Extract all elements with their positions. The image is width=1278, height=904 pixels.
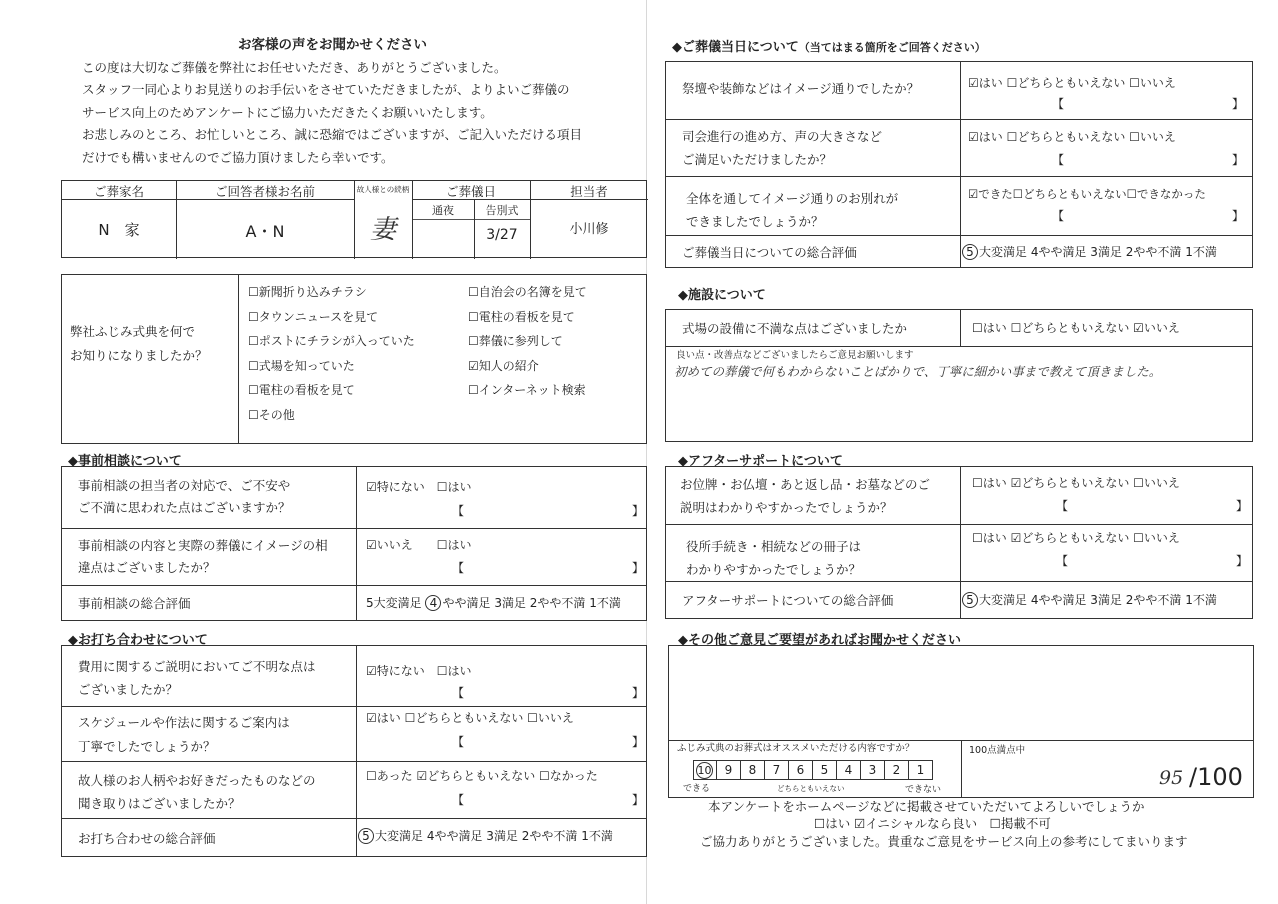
publish-answer[interactable]: ☐はい ☑イニシャルなら良い ☐掲載不可 [814, 816, 1051, 831]
meeting-answer-1[interactable]: ☑特にない ☐はい [366, 664, 472, 678]
consult-heading: ◆事前相談について [68, 454, 182, 469]
funeral-date: 3/27 [486, 227, 518, 243]
meeting-answer-3[interactable]: ☐あった ☑どちらともいえない ☐なかった [366, 769, 598, 783]
day-table: 祭壇や装飾などはイメージ通りでしたか？ ☑はい ☐どちらともいえない ☐いいえ 【 】 司会進行の進め方、声の大きさなど ご満足いただけましたか？ ☑はい ☐どちらともいえない ☐いいえ 【 】 全体を通してイメージ通りのお別れが できましたでしょうか？ ☑できた☐どちらともいえない☐できなかった 【 】 ご葬儀当日についての総合評価 5 大変満足 4やや満足 3満足 2やや不満 1不満 [665, 61, 1253, 268]
day-rating[interactable]: 5 大変満足 4やや満足 3満足 2やや不満 1不満 [962, 243, 1217, 260]
header-respondent: ご回答者様お名前 [214, 184, 315, 199]
other-box: ふじみ式典のお葬式はオススメいただける内容ですか？ 10 9 8 7 6 5 4 3 2 1 できる どちらともいえない できない 100点満点中 95 /100 [668, 645, 1254, 798]
facility-table: 式場の設備に不満な点はございましたか ☐はい ☐どちらともいえない ☑いいえ 良い点・改善点などございましたらご意見お願いします 初めての葬儀で何もわからないことばかりで、丁寧に細かい事まで教えて頂きました。 [665, 309, 1253, 442]
after-answer-1[interactable]: ☐はい ☑どちらともいえない ☐いいえ [972, 476, 1180, 490]
meeting-heading: ◆お打ち合わせについて [68, 633, 208, 648]
header-wake: 通夜 [432, 204, 454, 217]
after-answer-2[interactable]: ☐はい ☑どちらともいえない ☐いいえ [972, 531, 1180, 545]
source-options-col1[interactable]: ☐新聞折り込みチラシ ☐タウンニュースを見て ☐ポストにチラシが入っていた ☐式場を知っていた ☐電柱の看板を見て ☐その他 [248, 285, 415, 422]
header-ceremony: 告別式 [485, 204, 519, 217]
facility-heading: ◆施設について [678, 288, 766, 303]
after-rating[interactable]: 5 大変満足 4やや満足 3満足 2やや不満 1不満 [962, 591, 1217, 608]
family-name: N 家 [98, 221, 140, 239]
header-relation: 故人様との続柄 [356, 185, 410, 194]
day-answer-2[interactable]: ☑はい ☐どちらともいえない ☐いいえ [968, 130, 1176, 144]
day-answer-1[interactable]: ☑はい ☐どちらともいえない ☐いいえ [968, 76, 1176, 90]
recommend-scale[interactable]: 10 9 8 7 6 5 4 3 2 1 [693, 760, 933, 780]
after-table: お位牌・お仏壇・あと返し品・お墓などのご 説明はわかりやすかったでしょうか？ ☐はい ☑どちらともいえない ☐いいえ 【 】 役所手続き・相続などの冊子は わかりやすかったでしょうか？ ☐はい ☑どちらともいえない ☐いいえ 【 】 アフターサポートについての総合評価 5 大変満足 4やや満足 3満足 2やや不満 1不満 [665, 466, 1253, 619]
consult-answer-2[interactable]: ☑いいえ ☐はい [366, 538, 472, 552]
header-date: ご葬儀日 [445, 184, 496, 199]
relation-value: 妻 [369, 215, 396, 245]
score-value: 95 [1159, 767, 1184, 789]
survey-title: お客様の声をお聞かせください [238, 37, 427, 53]
respondent-name: A・N [245, 222, 285, 241]
day-answer-3[interactable]: ☑できた☐どちらともいえない☐できなかった [968, 187, 1206, 201]
day-heading: ◆ご葬儀当日について（当てはまる箇所をご回答ください） [672, 40, 986, 55]
source-options-col2[interactable]: ☐自治会の名簿を見て ☐電柱の看板を見て ☐葬儀に参列して ☑知人の紹介 ☐インターネット検索 [468, 285, 587, 397]
consult-answer-1[interactable]: ☑特にない ☐はい [366, 480, 472, 494]
source-question-box: 弊社ふじみ式典を何で お知りになりましたか？ ☐新聞折り込みチラシ ☐タウンニュースを見て ☐ポストにチラシが入っていた ☐式場を知っていた ☐電柱の看板を見て ☐その他 ☐自治会の名簿を見て ☐電柱の看板を見て ☐葬儀に参列して ☑知人の紹介 ☐インターネット検索 [61, 274, 647, 444]
header-staff: 担当者 [570, 184, 608, 199]
staff-name: 小川修 [569, 222, 609, 237]
header-family: ご葬家名 [93, 184, 144, 199]
after-heading: ◆アフターサポートについて [678, 454, 843, 469]
facility-comment: 初めての葬儀で何もわからないことばかりで、丁寧に細かい事まで教えて頂きました。 [674, 364, 1162, 379]
score-total: /100 [1189, 763, 1243, 791]
meeting-rating[interactable]: 5 大変満足 4やや満足 3満足 2やや不満 1不満 [358, 827, 613, 844]
thanks-text: ご協力ありがとうございました。貴重なご意見をサービス向上の参考にしてまいります [700, 834, 1188, 849]
meeting-table: 費用に関するご説明においてご不明な点は ございましたか？ ☑特にない ☐はい 【 】 スケジュールや作法に関するご案内は 丁寧でしたでしょうか？ ☑はい ☐どちらともいえない ☐いいえ 【 】 故人様のお人柄やお好きだったものなどの 聞き取りはございましたか？ ☐あった ☑どちらともいえない ☐なかった 【 】 お打ち合わせの総合評価 5 大変満足 4やや満足 3満足 2やや不満 1不満 [61, 645, 647, 857]
publish-question: 本アンケートをホームページなどに掲載させていただいてよろしいでしょうか [708, 799, 1145, 814]
facility-answer-1[interactable]: ☐はい ☐どちらともいえない ☑いいえ [972, 321, 1180, 335]
info-table [61, 180, 647, 258]
other-heading: ◆その他ご意見ご要望があればお聞かせください [678, 633, 961, 648]
consult-table: 事前相談の担当者の対応で、ご不安や ご不満に思われた点はございますか？ ☑特にない ☐はい 【 】 事前相談の内容と実際の葬儀にイメージの相 違点はございましたか？ ☑いいえ ☐はい 【 】 事前相談の総合評価 5大変満足 4 やや満足 3満足 2やや不満 1不満 [61, 466, 647, 621]
meeting-answer-2[interactable]: ☑はい ☐どちらともいえない ☐いいえ [366, 711, 574, 725]
consult-rating[interactable]: 5大変満足 4 やや満足 3満足 2やや不満 1不満 [366, 596, 621, 610]
